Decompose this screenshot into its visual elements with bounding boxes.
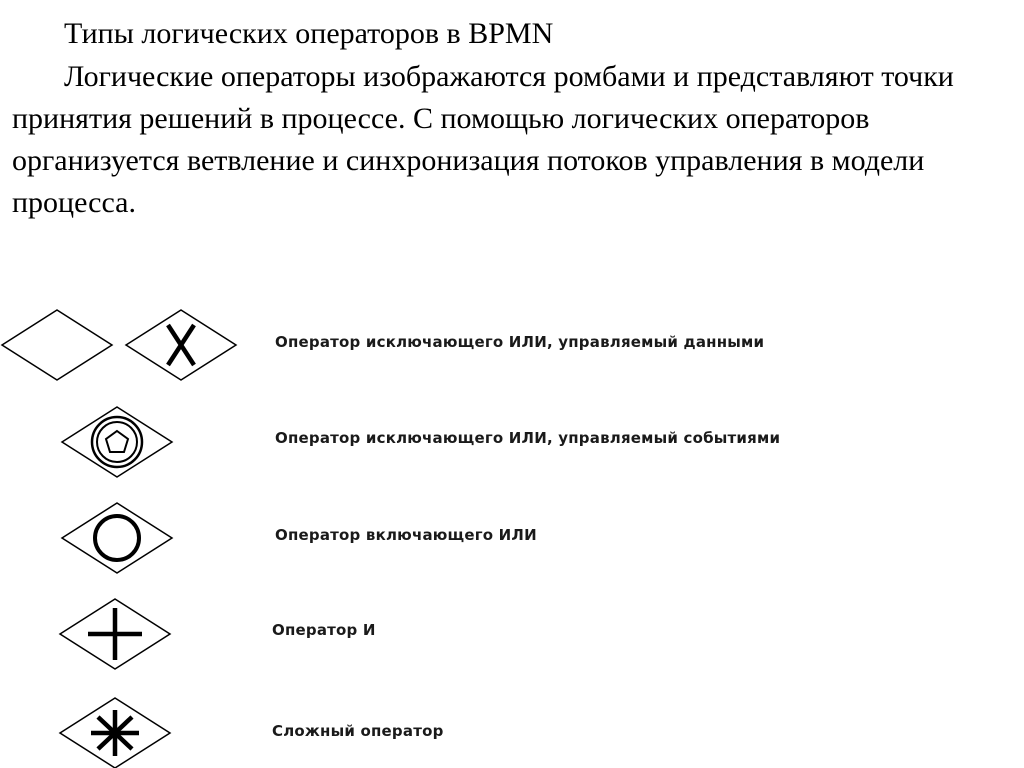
- exclusive-gateway-icon: [126, 310, 236, 380]
- intro-paragraph: Логические операторы изображаются ромбами и представляют точки принятия решений в процессе. С помощью логических операторов организуется ветвление и синхронизация потоков управления в модели процесса.: [12, 60, 954, 219]
- complex-gateway-icon: [60, 698, 170, 768]
- legend-label-exclusive: Оператор исключающего ИЛИ, управляемый данными: [275, 333, 765, 351]
- plain-gateway-icon: [2, 310, 112, 380]
- legend-label-inclusive: Оператор включающего ИЛИ: [275, 526, 537, 544]
- parallel-gateway-icon: [60, 599, 170, 669]
- inclusive-gateway-icon: [62, 503, 172, 573]
- event-based-gateway-icon: [62, 407, 172, 477]
- legend-label-event-based: Оператор исключающего ИЛИ, управляемый событиями: [275, 429, 781, 447]
- legend-label-parallel: Оператор И: [272, 621, 376, 639]
- page-title: Типы логических операторов в BPMN: [64, 17, 554, 50]
- legend-label-complex: Сложный оператор: [272, 722, 444, 740]
